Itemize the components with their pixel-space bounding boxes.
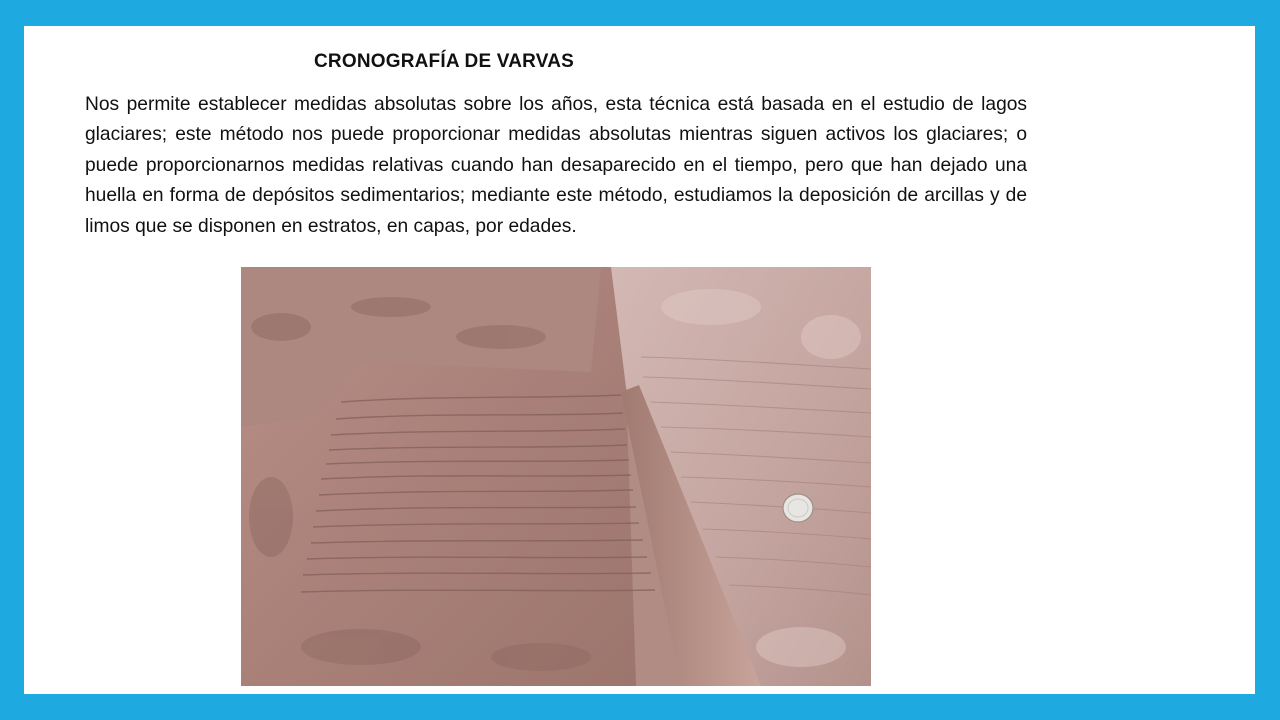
varve-rock-photo xyxy=(241,267,871,686)
slide-paragraph: Nos permite establecer medidas absolutas sobre los años, esta técnica está basada en el estudio de lagos glaciares; este método nos puede proporcionar medidas absolutas mientras siguen activos los glaciares; o puede proporcionarnos medidas relativas cuando han desaparecido en el tiempo, pero que han dejado una huella en forma de depósitos sedimentarios; mediante este método, estudiamos la deposición de arcillas y de limos que se disponen en estratos, en capas, por edades. xyxy=(85,94,1027,237)
slide xyxy=(24,26,1255,694)
slide-title: CRONOGRAFÍA DE VARVAS xyxy=(314,51,575,72)
